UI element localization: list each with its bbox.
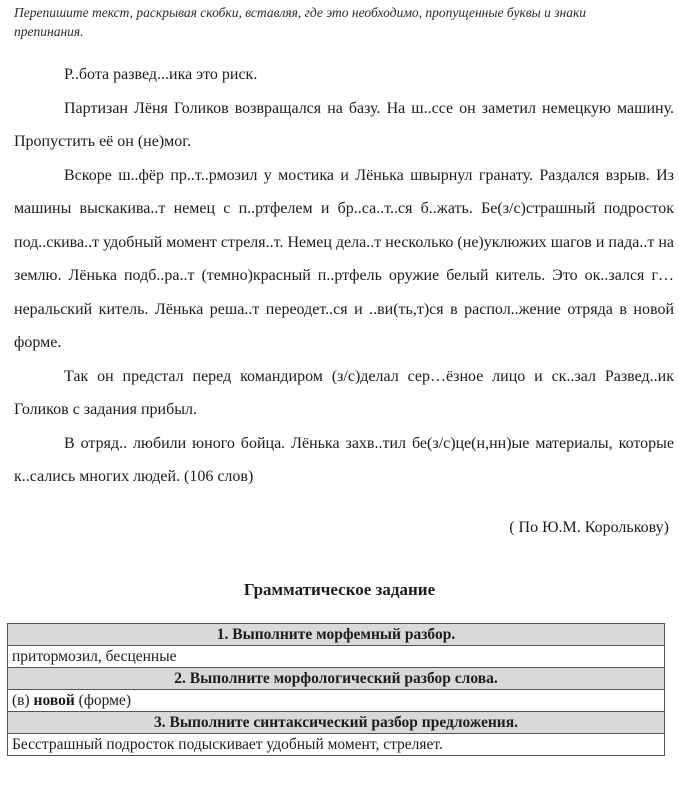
task-2-body-suffix: (форме) xyxy=(74,691,131,709)
dictation-text xyxy=(14,58,674,494)
paragraph-2: Партизан Лёня Голиков возвращался на базу. На ш..ссе он заметил немецкую машину. Пропустить её он (не)мог. xyxy=(14,99,674,150)
paragraph-3: Вскоре ш..фёр пр..т..рмозил у мостика и Лёнька швырнул гранату. Раздался взрыв. Из машины выскакива..т немец с п..ртфелем и бр..са..т..ся б..жать. Бе(з/с)страшный подросток под..скива..т удобный момент стреля..т. Немец дела..т несколько (не)уклюжих шагов и пада..т на землю. Лёнька подб..ра..т (темно)красный п..ртфель оружие белый китель. Это ок..зался г…неральский китель. Лёнька реша..т переодет..ся и ..ви(ть,т)ся в распол..жение отряда в новой форме. xyxy=(14,166,674,351)
task-3-title: 3. Выполните синтаксический разбор предложения. xyxy=(8,712,665,734)
task-2-body xyxy=(8,690,665,712)
task-instruction: Перепишите текст, раскрывая скобки, вставляя, где это необходимо, пропущенные буквы и знаки препинания. xyxy=(14,5,587,39)
grammar-section-title: Грамматическое задание xyxy=(243,580,436,599)
task-2-body-row xyxy=(8,690,665,712)
paragraph-1: Р..бота развед...ика это риск. xyxy=(64,66,258,83)
task-3-body-row xyxy=(8,734,665,756)
task-1-body: притормозил, бесценные xyxy=(8,646,665,668)
task-1-body-row xyxy=(8,646,665,668)
task-2-body-prefix: (в) xyxy=(12,691,34,709)
paragraph-5: В отряд.. любили юного бойца. Лёнька захв..тил бе(з/с)це(н,нн)ые материалы, которые к..сались многих людей. (106 слов) xyxy=(14,434,674,485)
task-1-header-row xyxy=(8,624,665,646)
source-attribution: ( По Ю.М. Королькову) xyxy=(509,519,669,536)
task-2-title: 2. Выполните морфологический разбор слова. xyxy=(8,668,665,690)
task-2-body-word: новой xyxy=(33,691,75,709)
task-2-header-row xyxy=(8,668,665,690)
paragraph-4: Так он предстал перед командиром (з/с)делал сер…ёзное лицо и ск..зал Развед..ик Голиков с задания прибыл. xyxy=(14,367,674,418)
task-3-body: Бесстрашный подросток подыскивает удобный момент, стреляет. xyxy=(8,734,665,756)
grammar-tasks-table xyxy=(7,623,665,756)
task-3-header-row xyxy=(8,712,665,734)
task-1-title: 1. Выполните морфемный разбор. xyxy=(8,624,665,646)
